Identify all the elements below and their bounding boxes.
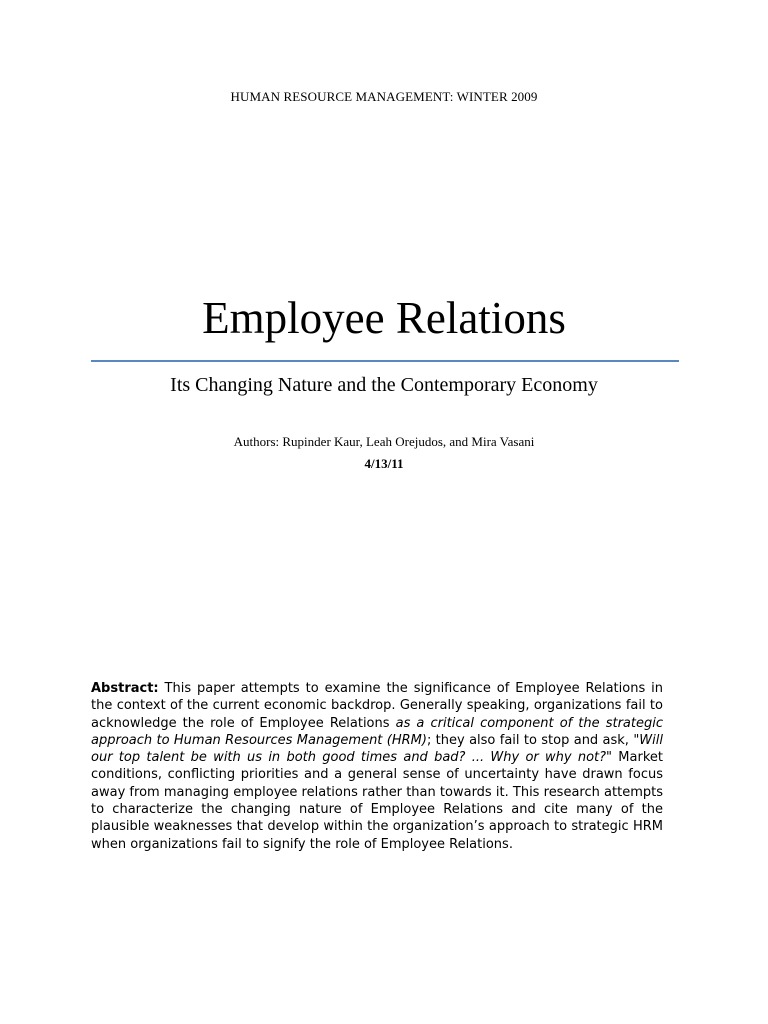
abstract-italic-2: "Will our top talent be with us in both good times and bad? ... Why or why not?" xyxy=(91,732,663,766)
abstract-paragraph xyxy=(91,680,663,853)
authors-line: Authors: Rupinder Kaur, Leah Orejudos, and Mira Vasani xyxy=(233,434,535,449)
document-title: Employee Relations xyxy=(202,293,566,343)
document-date: 4/13/11 xyxy=(364,456,404,471)
abstract-text-3: Market conditions, conflicting priorities and a general sense of uncertainty have drawn focus away from managing employee relations rather than towards it. This research attempts to characterize the changing nature of Employee Relations and cite many of the plausible weaknesses that develop within the organization’s approach to strategic HRM when organizations fail to signify the role of Employee Relations. xyxy=(91,750,663,852)
abstract-text-1: This paper attempts to examine the significance of Employee Relations in the context of the current economic backdrop. Generally speaking, organizations fail to acknowledge the role of Employee Relations xyxy=(91,681,663,731)
abstract-italic-1: as a critical component of the strategic approach to Human Resources Management (HRM) xyxy=(91,715,664,748)
document-subtitle: Its Changing Nature and the Contemporary Economy xyxy=(170,374,598,396)
abstract-text-2: ; they also fail to stop and ask, xyxy=(426,732,634,748)
course-header: HUMAN RESOURCE MANAGEMENT: WINTER 2009 xyxy=(230,89,538,104)
abstract-label: Abstract: xyxy=(91,681,159,696)
title-divider xyxy=(91,360,679,362)
